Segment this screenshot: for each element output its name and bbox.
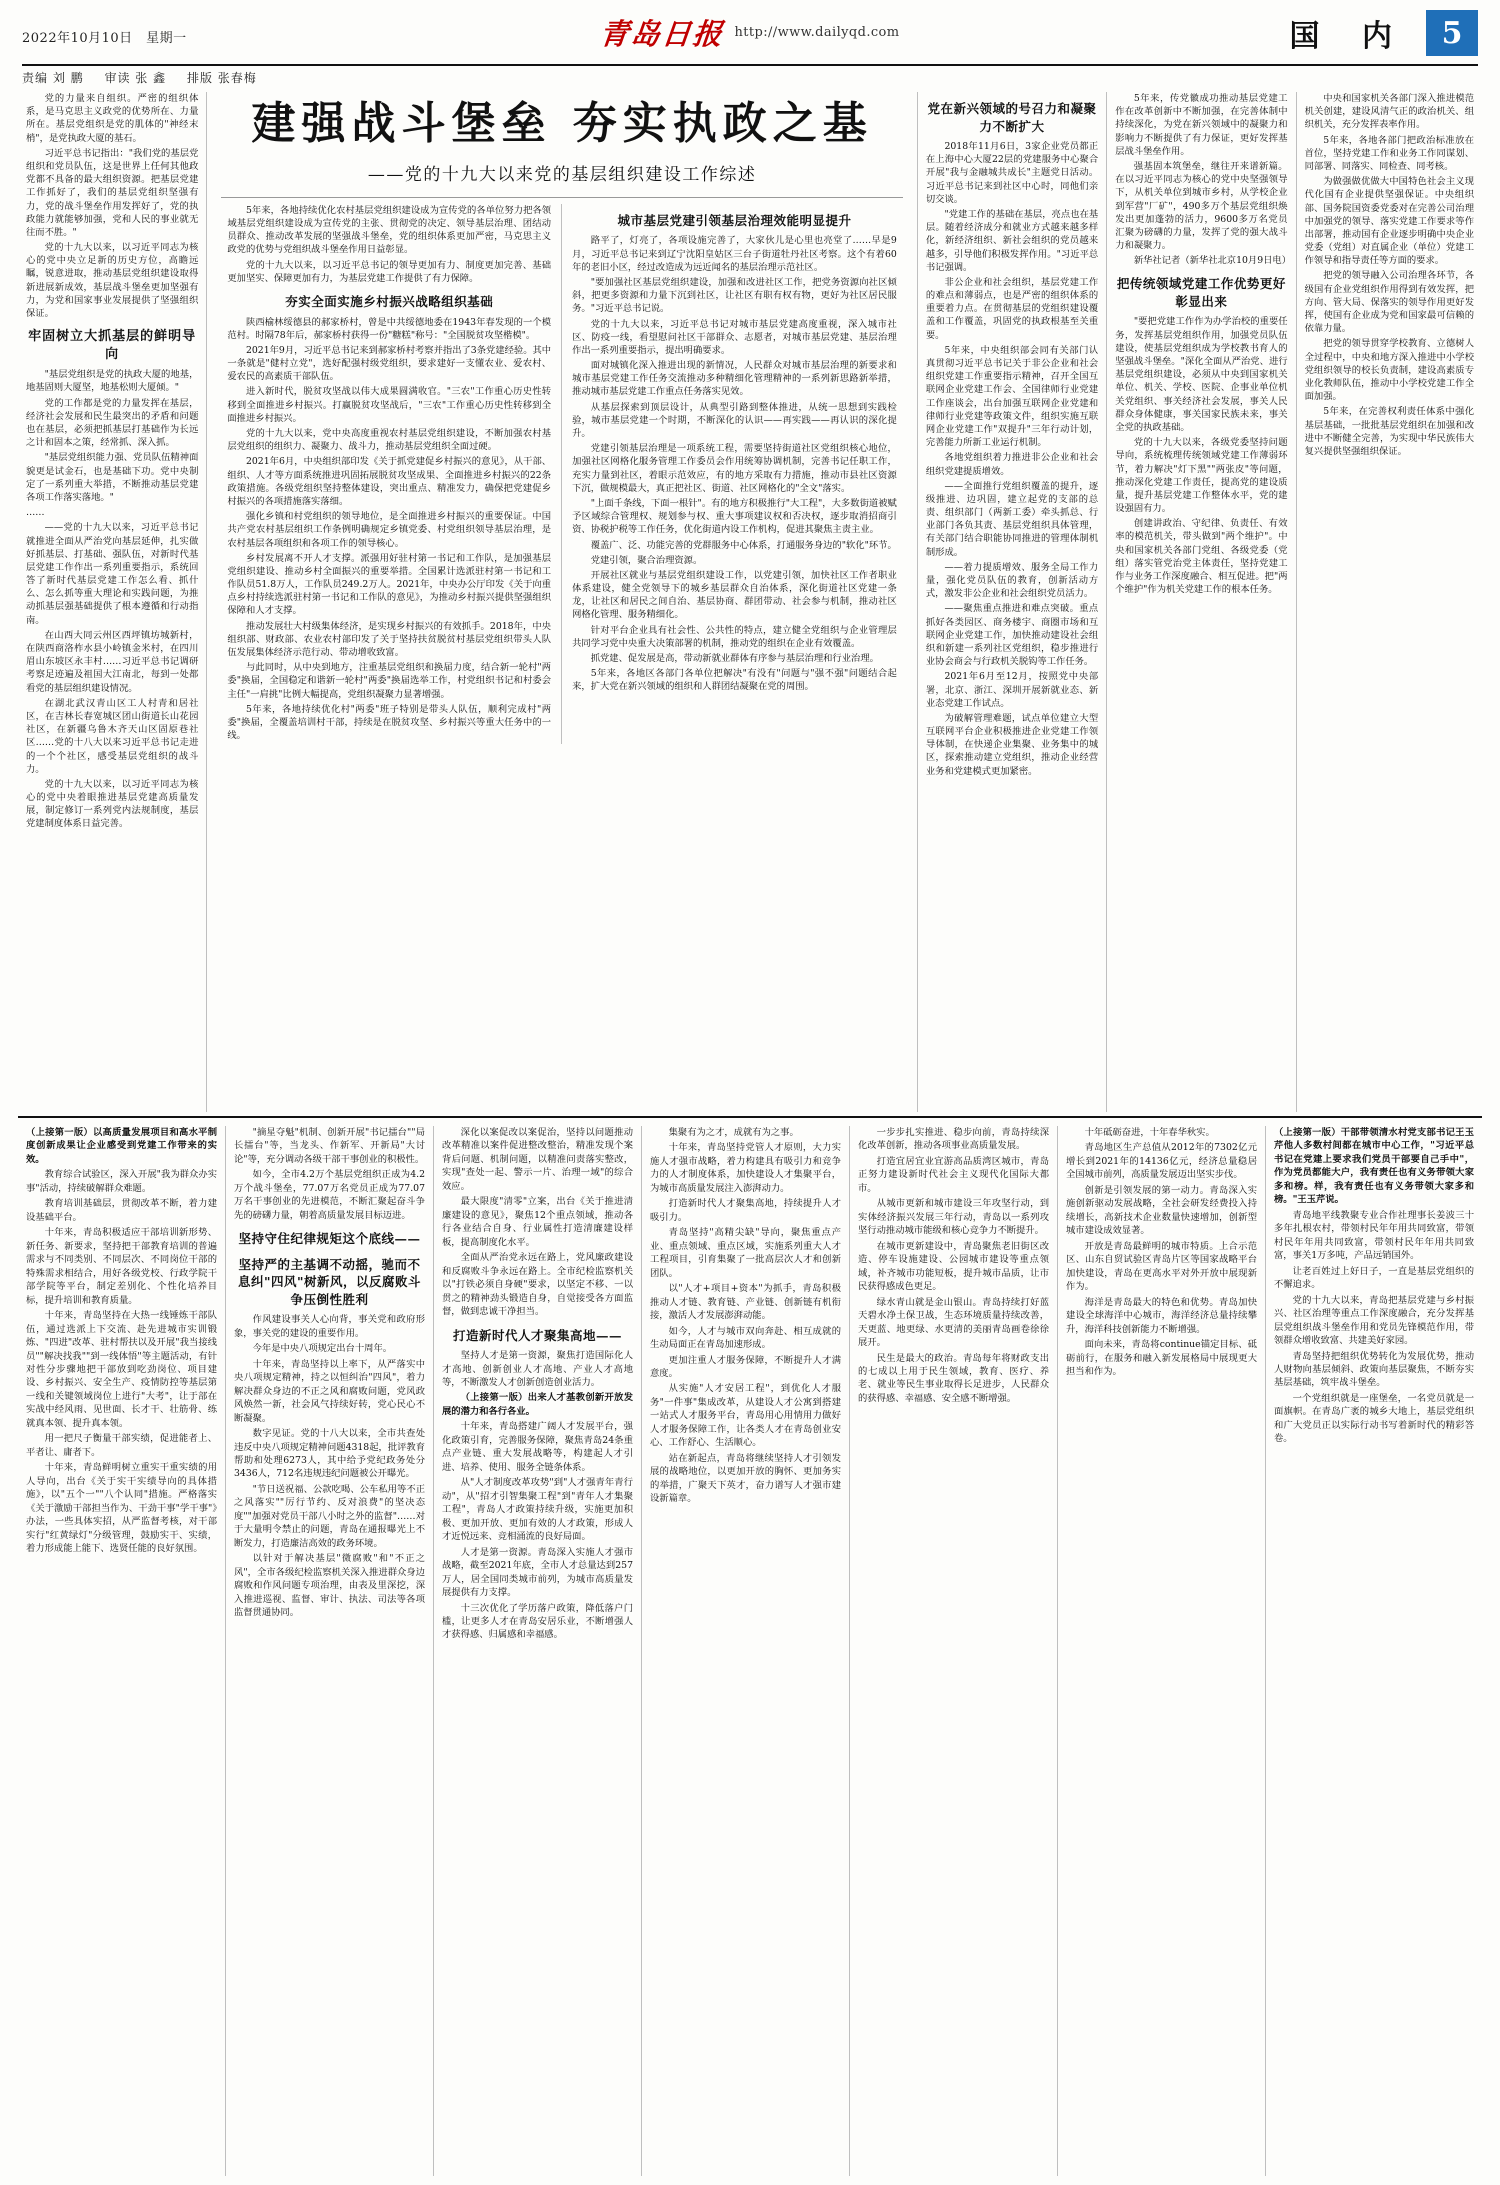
paragraph: 站在新起点，青岛将继续坚持人才引领发展的战略地位，以更加开放的胸怀、更加务实的举措，广聚天下英才，奋力谱写人才强市建设新篇章。 [650, 1452, 841, 1505]
paragraph: "要把党建工作作为办学治校的重要任务，发挥基层党组织作用，加强党员队伍建设，使基层党组织成为学校教书育人的坚强战斗堡垒。"深化全面从严治党、进行基层党组织建设，必须从中央到国家机关单位、机关、学校、医院、企事业单位机关党组织、事关经济社会发展，事关人民群众身体健康，事关国家民族未来，事关全党的执政基础。 [1115, 316, 1288, 433]
bottom-column-5 [850, 1126, 1058, 2176]
paragraph: 路平了，灯亮了，各项设施完善了，大家伙儿是心里也亮堂了……早是9月，习近平总书记来到辽宁沈阳皇姑区三台子街道牡丹社区考察。这个有着60年的老旧小区，经过改造成为远近闻名的基层治理示范社区。 [572, 235, 897, 273]
section-subheading: 坚持严的主基调不动摇，驰而不息纠"四风"树新风，以反腐败斗争压倒性胜利 [237, 1256, 422, 1307]
continuation-note: （上接第一版）以高质量发展项目和高水平制度创新成果让企业感受到党建工作带来的实效。 [26, 1127, 217, 1165]
paragraph: 坚持人才是第一资源，聚焦打造国际化人才高地、创新创业人才高地、产业人才高地等，不断激发人才创新创造创业活力。 [442, 1350, 633, 1388]
section-heading: 夯实全面实施乡村振兴战略组织基础 [285, 294, 494, 310]
paragraph: 如今，人才与城市双向奔赴、相互成就的生动局面正在青岛加速形成。 [650, 1325, 841, 1351]
bottom-section [18, 1126, 1482, 2176]
paragraph: 一步步扎实推进、稳步向前，青岛持续深化改革创新，推动各项事业高质量发展。 [858, 1127, 1049, 1152]
bottom-column-6 [1058, 1126, 1266, 2176]
paragraph: 为破解管理难题，试点单位建立大型互联网平台企业积极推进企业党建工作领导体制，在快递企业集聚、业务集中的城区，探索推动建立党组织，推动企业经营业务和党建模式更加紧密。 [925, 712, 1099, 777]
paragraph: 十三次优化了学历落户政策，降低落户门槛，让更多人才在青岛安居乐业，不断增强人才获得感、归属感和幸福感。 [442, 1602, 633, 1641]
paragraph: 从城市更新和城市建设三年攻坚行动，到实体经济振兴发展三年行动，青岛以一系列攻坚行动推动城市能级和核心竞争力不断提升。 [858, 1198, 1049, 1237]
paragraph: 十年砥砺奋进，十年春华秋实。 [1084, 1127, 1215, 1138]
masthead-right [1290, 10, 1478, 56]
paragraph: 海洋是青岛最大的特色和优势。青岛加快建设全球海洋中心城市，海洋经济总量持续攀升，海洋科技创新能力不断增强。 [1066, 1296, 1257, 1335]
paragraph: 从实施"人才安居工程"，到优化人才服务"一件事"集成改革，从建设人才公寓到搭建一站式人才服务平台，青岛用心用情用力做好人才服务保障工作，让各类人才在青岛创业安心、工作舒心、生活顺心。 [650, 1383, 841, 1449]
paragraph: 面对城镇化深入推进出现的新情况，人民群众对城市基层治理的新要求和城市基层党建工作任务交流推动多种精细化管理精神的一系列新思路新举措，推动城市基层党建工作重点任务落实见效。 [572, 360, 897, 398]
paragraph: 以针对于解决基层"微腐败"和"不正之风"，全市各级纪检监察机关深入推进群众身边腐败和作风问题专项治理，由表及里深挖，深入推进巡视、监督、审计、执法、司法等各项监督贯通协同。 [234, 1553, 425, 1619]
paragraph: 十年来，青岛鲜明树立重实干重实绩的用人导向，出台《关于实干实绩导向的具体措施》，以"五个一""八个认同"措施。严格落实《关于激励干部担当作为、干劲干事"学干事"》办法，一些具体实招，从严监督考核，对干部实行"红黄绿灯"分级管理，鼓励实干、实绩，着力形成能上能下、选贤任能的良好氛围。 [26, 1462, 217, 1555]
paragraph: 5年来，各地持续优化村"两委"班子特别是带头人队伍，顺利完成村"两委"换届，全覆盖培训村干部，持续是在脱贫攻坚、乡村振兴等重大任务中的一线。 [227, 703, 552, 742]
paragraph: 党的十九大以来，青岛把基层党建与乡村振兴、社区治理等重点工作深度融合，充分发挥基层党组织战斗堡垒作用和党员先锋模范作用，带领群众增收致富、共建美好家园。 [1274, 1294, 1474, 1347]
paragraph: 青岛坚持把组织优势转化为发展优势，推动人财物向基层倾斜、政策向基层聚焦，不断夯实基层基础，筑牢战斗堡垒。 [1274, 1350, 1474, 1389]
headline-divider [221, 197, 902, 198]
section-heading: 坚持守住纪律规矩这个底线—— [238, 1231, 421, 1247]
section-heading: 牢固树立大抓基层的鲜明导向 [28, 329, 197, 362]
paragraph: 党的十九大以来，党中央高度重视农村基层党组织建设，不断加强农村基层党组织的组织力、凝聚力、战斗力，推动基层党组织全面过硬。 [227, 428, 552, 453]
masthead-credits [22, 69, 1478, 86]
page-subtitle: ——党的十九大以来党的基层组织建设工作综述 [367, 164, 757, 185]
bottom-column-4 [642, 1126, 850, 2176]
paragraph: 全面从严治党永远在路上，党风廉政建设和反腐败斗争永远在路上。全市纪检监察机关以"打铁必须自身硬"要求，以坚定不移、一以贯之的精神劲头锻造自身，自觉接受各方面监督，做到忠诚干净担当。 [442, 1252, 633, 1318]
paragraph: 抓党建、促发展是高，带动新就业群体有序参与基层治理和行业治理。 [590, 653, 879, 665]
paragraph: 5年来，中央组织部会同有关部门认真贯彻习近平总书记关于非公企业和社会组织党建工作重要指示精神，召开全国互联网企业党建工作会、全国律师行业党建工作座谈会，出台加强互联网企业党建和律师行业党建等政策文件，组织实施互联网企业党建工作"双提升"三年行动计划，完善能力所新工业运行机制。 [925, 344, 1099, 449]
paragraph: 集聚有为之才，成就有为之事。 [668, 1127, 799, 1138]
paragraph: 从基层探索到顶层设计，从典型引路到整体推进，从统一思想到实践检验，城市基层党建一个时期，不断深化的认识——再实践——再认识的深化提升。 [572, 401, 897, 440]
article-column-3 [562, 204, 907, 744]
paragraph: 新华社记者（新华社北京10月9日电） [1133, 255, 1292, 267]
paragraph: 覆盖广、泛、功能完善的党群服务中心体系，打通服务身边的"软化"环节。 [590, 539, 897, 551]
bottom-column-3 [434, 1126, 642, 2176]
section-heading: 打造新时代人才聚集高地—— [452, 1327, 622, 1343]
paragraph: 非公企业和社会组织，基层党建工作的难点和薄弱点，也是严密的组织体系的重要着力点。在贯彻基层的党组织建设覆盖和工作覆盖，巩固党的执政根基至关重要。 [925, 276, 1099, 341]
paragraph: 打造新时代人才聚集高地，持续提升人才吸引力。 [650, 1198, 841, 1223]
paragraph: 数字见证。党的十八大以来，全市共查处违反中央八项规定精神问题4318起，批评教育帮助和处理6273人，其中给予党纪政务处分3436人，712名违规违纪问题被公开曝光。 [234, 1428, 426, 1480]
paragraph: 开放是青岛最鲜明的城市特质。上合示范区、山东自贸试验区青岛片区等国家战略平台加快建设，青岛在更高水平对外开放中展现新作为。 [1066, 1240, 1257, 1293]
paragraph: 2021年6月至12月，按照党中央部署，北京、浙江、深圳开展新就业态、新业态党建工作试点。 [925, 671, 1099, 709]
paragraph: 把党的领导贯穿学校教育、立德树人全过程中，中央和地方深入推进中小学校党组织领导的校长负责制，建设高素质专业化教师队伍，推动中小学校党建工作全面加强。 [1304, 338, 1475, 403]
paragraph: 党的十九大以来，以习近平同志为核心的党中央着眼推进基层党建高质量发展，制定修订一系列党内法规制度，基层党建制度体系日益完善。 [26, 778, 199, 830]
paragraph: 党的十九大以来，以习近平同志为核心的党中央立足新的历史方位，高瞻远瞩，锐意进取，推动基层党组织建设取得新进展新成效，基层战斗堡垒更加坚强有力，为党和国家事业发展提供了坚强组织保证。 [26, 242, 199, 319]
paragraph: 推动发展壮大村级集体经济，是实现乡村振兴的有效抓手。2018年，中央组织部、财政部、农业农村部印发了关于坚持扶贫脱贫村基层党组织带头人队伍发展集体经济示范行动、带动增收致富。 [227, 620, 552, 659]
paragraph: 青岛地平线教聚专业合作社理事长姜波三十多年扎根农村，带领村民年年用共同致富，带领村民年年用共同致富，带领村民年年用共同致富，事关1万多吨，产品远销国外。 [1274, 1209, 1474, 1262]
section-heading: 党在新兴领域的号召力和凝聚力不断扩大 [927, 101, 1097, 134]
paragraph: 以"人才+项目+资本"为抓手，青岛积极推动人才链、教育链、产业链、创新链有机衔接，激活人才发展澎湃动能。 [650, 1283, 841, 1322]
paragraph: "摘星夺魁"机制、创新开展"书记擂台""局长擂台"等，当龙头、作新军、开新局"大讨论"等，充分调动各级干部干事创业的积极性。 [234, 1127, 425, 1165]
section-heading: 把传统领域党建工作优势更好彰显出来 [1116, 276, 1286, 309]
paragraph: 民生是最大的政治。青岛每年将财政支出的七成以上用于民生领域，教育、医疗、养老、就业等民生事业取得长足进步，人民群众的获得感、幸福感、安全感不断增强。 [858, 1352, 1049, 1404]
paragraph: "基层党组织是党的执政大厦的地基，地基固则大厦坚，地基松则大厦倾。" [26, 369, 199, 394]
paragraph: 十年来，青岛积极适应干部培训新形势、新任务、新要求，坚持把干部教育培训的普遍需求与不同类别、不同层次、不同岗位干部的特殊需求相结合，用好各级党校、行政学院干部学院等平台，制定差别化、个性化培养目标，提升培训和教育质量。 [26, 1227, 217, 1306]
paragraph: 如今，全市4.2万个基层党组织正成为4.2万个战斗堡垒，77.07万名党员正成为77.07万名干事创业的先进模范，不断汇聚起奋斗争先的磅礴力量，朝着高质量发展目标迈进。 [234, 1169, 425, 1221]
credit-editor: 责编 刘 鹏 [22, 71, 84, 85]
paragraph: 陕西榆林绥德县的郝家桥村，曾是中共绥德地委在1943年春发现的一个模范村。时隔78年后，郝家桥村获得一份"糖糕"称号："全国脱贫攻坚楷模"。 [227, 316, 552, 341]
paragraph: 党的十九大以来，各级党委坚持问题导向，系统梳理传统领域党建工作薄弱环节，着力解决"灯下黑""两张皮"等问题，推动深化党建工作责任，提高党的建设质量，提升基层党建工作整体水平，党的建设强固有力。 [1115, 437, 1288, 515]
article-column-6 [1297, 92, 1482, 1112]
paper-url: http://www.dailyqd.com [734, 25, 900, 40]
paragraph: 创建讲政治、守纪律、负责任、有效率的模范机关，带头做到"两个维护"。中央和国家机关各部门党组、各级党委（党组）落实管党治党主体责任，坚持党建工作与业务工作深度融合、相互促进。把"两个维护"作为机关党建工作的根本任务。 [1115, 518, 1288, 596]
section-heading: 城市基层党建引领基层治理效能明显提升 [617, 212, 852, 228]
paragraph: 党的力量来自组织。严密的组织体系，是马克思主义政党的优势所在、力量所在。基层党组织是党的肌体的"神经末梢"，是党执政大厦的基石。 [26, 93, 199, 144]
paragraph: "要加强社区基层党组织建设，加强和改进社区工作，把党务资源向社区倾斜，把更多资源和力量下沉到社区，让社区有职有权有物，更好为社区居民服务。"习近平总书记说。 [572, 276, 897, 315]
paragraph: ——聚焦重点推进和难点突破。重点抓好各类园区、商务楼宇、商圈市场和互联网企业党建工作，加快推动建设社会组织和新建一系列社区党组织，稳步推进行业协会商会与行政机关脱钩等工作任务。 [925, 603, 1099, 668]
paragraph: 党建引领基层治理是一项系统工程，需要坚持街道社区党组织核心地位，加强社区网格化服务管理工作委员会作用统筹协调机制，完善书记任职工作，充实力量到社区，着眼示范效应，有的地方采取有力措施，推动市县社区资源下沉，做规模最大，真正把社区、街道、社区网格化的"全文"落实。 [572, 443, 897, 494]
section-title: 国 内 [1289, 19, 1408, 54]
paragraph: "节日送祝福、公款吃喝、公车私用等不正之风落实""厉行节约、反对浪费"的坚决态度""加强对党员干部八小时之外的监督"……对于大量明令禁止的问题，青岛在通报曝光上不断发力，打造廉洁高效的政务环境。 [234, 1483, 425, 1549]
bottom-divider [18, 1116, 1482, 1118]
paragraph: 5年来，各地区各部门各单位把解决"有没有"问题与"强不强"问题结合起来，扩大党在新兴领域的组织和人群团结凝聚在党的周围。 [572, 668, 897, 693]
paragraph: 让老百姓过上好日子，一直是基层党组织的不懈追求。 [1274, 1265, 1474, 1291]
paragraph: 5年来，在完善权利责任体系中强化基层基础，一批批基层党组织在加强和改进中不断健全完善，为实现中华民族伟大复兴提供坚强组织保证。 [1304, 406, 1475, 457]
paragraph: 一个党组织就是一座堡垒，一名党员就是一面旗帜。在青岛广袤的城乡大地上，基层党组织和广大党员正以实际行动书写着新时代的精彩答卷。 [1274, 1392, 1474, 1445]
paragraph: 作风建设事关人心向背，事关党和政府形象，事关党的建设的重要作用。 [234, 1314, 425, 1339]
paper-logo: 青岛日报 [598, 17, 727, 51]
paragraph: 用一把尺子衡量干部实绩，促进能者上、平者让、庸者下。 [26, 1433, 217, 1458]
headline-block [217, 92, 906, 189]
masthead-center [22, 12, 1478, 53]
paragraph: 深化以案促改以案促治，坚持以问题推动改革精准以案件促进整改整治，精准发现个案背后问题、机制问题，以精准问责落实整改，实现"查处一起、警示一片、治理一域"的综合效应。 [442, 1127, 633, 1192]
paragraph: 2021年6月，中央组织部印发《关于抓党建促乡村振兴的意见》，从干部、组织、人才等方面系统推进巩固拓展脱贫攻坚成果、全面推进乡村振兴的22条政策措施。各级党组织坚持整体建设，突出重点、精准发力，确保把党建促乡村振兴的各项措施落实落细。 [227, 456, 552, 507]
credit-reviewer: 审读 张 鑫 [104, 71, 167, 85]
paragraph: 2018年11月6日，3家企业党员都正在上海中心大厦22层的党建服务中心聚合开展"我与金融城共成长"主题党日活动。习近平总书记来到社区中心时，同他们亲切交谈。 [925, 141, 1099, 205]
bottom-column-2 [226, 1126, 434, 2176]
paragraph: "基层党组织能力强、党员队伍精神面貌更是试金石，也是基础下功。党中央制定了一系列重大举措，不断推动基层党建各项工作落实落地。" [26, 452, 199, 503]
article-column-5 [1107, 92, 1296, 1112]
paragraph: 十年来，青岛搭建广阔人才发展平台，强化政策引育，完善服务保障，聚焦青岛24条重点产业链、重大发展战略等，构建起人才引进、培养、使用、服务全链条体系。 [442, 1421, 633, 1473]
paragraph: 强基固本筑堡垒，继往开来谱新篇。在以习近平同志为核心的党中央坚强领导下，从机关单位到城市乡村，从学校企业到军营"厂矿"，490多万个基层党组织焕发出更加蓬勃的活力，9600多万名党员汇聚为磅礴的力量，发挥了党的强大战斗力和凝聚力。 [1115, 160, 1288, 252]
paragraph: 青岛坚持"高精尖缺"导向，聚焦重点产业、重点领域、重点区域，实施系列重大人才工程项目，引育集聚了一批高层次人才和创新团队。 [650, 1227, 841, 1279]
paragraph: 从"人才制度改革攻势"到"人才强青年青行动"，从"招才引智集聚工程"到"青年人才集聚工程"，青岛人才政策持续升级，实施更加积极、更加开放、更加有效的人才政策，形成人才近悦远来、竞相涌流的良好局面。 [442, 1477, 633, 1543]
paragraph: 在城市更新建设中，青岛聚焦老旧街区改造、停车设施建设、公园城市建设等重点领域，补齐城市功能短板，提升城市品质，让市民获得感成色更足。 [858, 1240, 1049, 1293]
paragraph: 中央和国家机关各部门深入推进模范机关创建，建设风清气正的政治机关、组织机关，充分发挥表率作用。 [1304, 93, 1475, 131]
paragraph: 与此同时，从中央到地方，注重基层党组织和换届力度，结合新一轮村"两委"换届，全国稳定和谐新一轮村"两委"换届选举工作，村党组织书记和村委会主任"一肩挑"比例大幅提高，党组织凝聚力显著增强。 [227, 662, 552, 700]
paragraph: 习近平总书记指出："我们党的基层党组织和党员队伍，这是世界上任何其他政党都不具备的最大组织资源。把基层党建工作抓好了，我们的基层党组织坚强有力，党的战斗堡垒作用发挥好了，党的执政能力就能够加强，党和人民的事业就无往而不胜。" [26, 147, 199, 238]
paragraph: 开展社区就业与基层党组织建设工作，以党建引领，加快社区工作者职业体系建设，健全党领导下的城乡基层群众自治体系，深化街道社区党建一条龙，让社区和居民之间自治、基层协商、群团带动、社会参与机制，推动社区网格化管理、服务精细化。 [572, 569, 897, 621]
paragraph: 人才是第一资源。青岛深入实施人才强市战略，截至2021年底，全市人才总量达到257万人，居全国同类城市前列，为城市高质量发展提供有力支撑。 [442, 1546, 633, 1599]
paragraph: 面向未来，青岛将continue锚定目标、砥砺前行，在服务和融入新发展格局中展现更大担当和作为。 [1066, 1339, 1257, 1377]
paragraph: 5年来，各地各部门把政治标准放在首位，坚持党建工作和业务工作同谋划、同部署、同落实、同检查、同考核。 [1304, 134, 1475, 172]
paragraph: 各地党组织着力推进非公企业和社会组织党建提质增效。 [925, 452, 1099, 477]
paragraph: 党建引领，聚合治理资源。 [590, 554, 703, 566]
paragraph: 为做强做优做大中国特色社会主义现代化国有企业提供坚强保证。中央组织部、国务院国资委党委对在完善公司治理中加强党的领导、落实党建工作要求等作出部署，推动国有企业逐步明确中央企业党委（党组）对直属企业（单位）党建工作领导和指导责任等方面的要求。 [1304, 176, 1475, 267]
paragraph: 党的十九大以来，习近平总书记对城市基层党建高度重视，深入城市社区、防疫一线，看望慰问社区干部群众、志愿者，对城市基层党建、基层治理作出一系列重要指示，提出明确要求。 [572, 318, 897, 356]
masthead-divider [22, 64, 1478, 66]
article-column-2 [217, 204, 562, 744]
bottom-column-1 [18, 1126, 226, 2176]
paragraph: 强化乡镇和村党组织的领导地位，是全面推进乡村振兴的重要保证。中国共产党农村基层组织工作条例明确规定乡镇党委、村党组织领导基层治理，是农村基层各项组织和各项工作的领导核心。 [227, 511, 552, 549]
newspaper-page [0, 10, 1500, 2185]
paragraph: 十年来，青岛坚持在大热一线锤炼干部队伍，通过选派上下交流、赴先进城市实训锻炼、"四进"改革、驻村帮扶以及开展"我当接线员""解决找我""到一线体悟"等主题活动，有针对性分步骤地把干部放到吃劲岗位、项目建设、乡村振兴、安全生产、疫情防控等基层第一线和关键领域岗位上进行"大考"，让于部在实战中经风雨、见世面、长才干、壮筋骨、练就真本领、提升真本领。 [26, 1310, 217, 1429]
paragraph: 教育综合试验区，深入开展"我为群众办实事"活动，持续破解群众难题。 [26, 1169, 217, 1194]
paragraph: 5年来，各地持续优化农村基层党组织建设成为宣传党的各单位努力把各领域基层党组织建设成为宣传党的主张、贯彻党的决定、领导基层治理、团结动员群众、推动改革发展的坚强战斗堡垒，党的组织体系更加严密，马克思主义政党的优势与党组织战斗堡垒作用日益彰显。 [227, 204, 552, 256]
article-column-1 [18, 92, 207, 1112]
paragraph: 今年是中央八项规定出台十周年。 [252, 1343, 393, 1355]
credit-layout: 排版 张春梅 [186, 71, 257, 85]
paragraph: ——全面推行党组织覆盖的提升，逐级推进、边巩固，建立起党的支部的总责、组织部门（两新工委）牵头抓总、行业部门各负其责、基层党组织具体管理，有关部门结合职能协同推进的管理体制机制形成。 [925, 480, 1099, 558]
paragraph: 党的工作都是党的力量发挥在基层，经济社会发展和民生最突出的矛盾和问题也在基层，必须把抓基层打基础作为长远之计和固本之策，经常抓、深入抓。 [26, 397, 199, 449]
paragraph: "党建工作的基础在基层，亮点也在基层。随着经济成分和就业方式越来越多样化，新经济组织、新社会组织的党员越来越多，引导他们积极发挥作用。"习近平总书记强调。 [925, 208, 1099, 273]
paragraph: 党的十九大以来，以习近平总书记的领导更加有力、制度更加完善、基础更加坚实、保障更加有力，为基层党建工作提供了有力保障。 [227, 259, 552, 284]
article-column-4 [918, 92, 1107, 1112]
feature-columns [217, 204, 906, 744]
publication-date: 2022年10月10日 星期一 [22, 30, 187, 46]
paragraph: …… [26, 507, 45, 519]
paragraph: 更加注重人才服务保障，不断提升人才满意度。 [650, 1354, 841, 1379]
paragraph: 在山西大同云州区西坪镇坊城新村，在陕西商洛柞水县小岭镇金米村，在四川眉山东坡区永丰村……习近平总书记调研考察足迹遍及祖国大江南北，每到一处都看党的基层组织建设情况。 [26, 629, 199, 694]
paragraph: 十年来，青岛坚持以上率下，从严落实中央八项规定精神，持之以恒纠治"四风"，着力解决群众身边的不正之风和腐败问题，党风政风焕然一新，社会风气持续好转，党心民心不断凝聚。 [234, 1358, 425, 1424]
paragraph: 创新是引领发展的第一动力。青岛深入实施创新驱动发展战略，全社会研发经费投入持续增长，高新技术企业数量快速增加，创新型城市建设成效显著。 [1066, 1184, 1257, 1237]
continuation-note: （上接第一版）出来人才基教创新开放发展的潜力和各行各业。 [442, 1392, 633, 1417]
paragraph: 把党的领导融入公司治理各环节，各级国有企业党组织作用得到有效发挥，把方向、管大局、保落实的领导作用更好发挥，使国有企业成为党和国家最可信赖的依靠力量。 [1304, 270, 1475, 335]
main-body [18, 92, 1482, 1112]
page-title: 建强战斗堡垒 夯实执政之基 [251, 98, 873, 149]
paragraph: 打造宜居宜业宜游高品质湾区城市，青岛正努力建设新时代社会主义现代化国际大都市。 [858, 1155, 1049, 1194]
paragraph: 乡村发展离不开人才支撑。派强用好驻村第一书记和工作队，是加强基层党组织建设、推动乡村全面振兴的重要举措。全国累计选派驻村第一书记和工作队员51.8万人，工作队员249.2万人。2021年，中央办公厅印发《关于向重点乡村持续选派驻村第一书记和工作队的意见》，为推动乡村振兴提供坚强组织保障和人才支撑。 [227, 552, 552, 617]
page-number: 5 [1426, 10, 1478, 56]
paragraph: 针对平台企业具有社会性、公共性的特点，建立健全党组织与企业管理层共同学习党中央重大决策部署的机制，推动党的组织在企业有效覆盖。 [572, 624, 897, 649]
paragraph: ——着力提质增效、服务全局工作力量，强化党员队伍的教育，创新活动方式，激发非公企业和社会组织党员活力。 [925, 561, 1099, 600]
bottom-column-7 [1266, 1126, 1482, 2176]
paragraph: 2021年9月，习近平总书记来到郝家桥村考察并指出了3条党建经验。其中一条就是"健村立党"，选好配强村级党组织，要求建好一支懂农业、爱农村、爱农民的高素质干部队伍。 [227, 344, 552, 383]
paragraph: "上面千条线，下面一根针"。有的地方积极推行"大工程"，大多数街道被赋予区域综合管理权、规划参与权、重大事项建议权和否决权，逐步取消招商引资、协税护税等工作任务，优化街道内设工作机构，促进其聚焦主责主业。 [572, 497, 897, 536]
paragraph: 绿水青山就是金山银山。青岛持续打好蓝天碧水净土保卫战，生态环境质量持续改善，天更蓝、地更绿、水更清的美丽青岛画卷徐徐展开。 [858, 1296, 1049, 1349]
masthead [22, 10, 1478, 62]
paragraph: ——党的十九大以来，习近平总书记就推进全面从严治党向基层延伸，扎实做好抓基层、打基础、强队伍，对新时代基层党建工作作出一系列重要指示，系统回答了新时代基层党建工作怎么看、抓什么、怎么抓等重大理论和实践问题，为推动抓基层强基础提供了根本遵循和行动指南。 [26, 522, 199, 626]
paragraph: 最大限度"清零"立案，出台《关于推进清廉建设的意见》，聚焦12个重点领域，推动各行各业结合自身、行业属性打造清廉建设样板，提高制度化水平。 [442, 1196, 633, 1248]
paragraph: 在湖北武汉青山区工人村青和居社区，在吉林长春宽城区团山街道长山花园社区，在新疆乌鲁木齐天山区固原巷社区……党的十八大以来习近平总书记走进的一个个社区，感受基层党组织的战斗力。 [26, 697, 199, 775]
paragraph: 5年来，传党徽成功推动基层党建工作在改革创新中不断加强，在完善体制中持续深化，为党在新兴领域中的凝聚力和影响力不断提供了有力保证，更好发挥基层战斗堡垒作用。 [1115, 93, 1288, 157]
paragraph: 青岛地区生产总值从2012年的7302亿元增长到2021年的14136亿元，经济总量稳居全国城市前列，高质量发展迈出坚实步伐。 [1066, 1142, 1257, 1181]
paragraph: 进入新时代，脱贫攻坚战以伟大成果圆满收官。"三农"工作重心历史性转移到全面推进乡村振兴。打赢脱贫攻坚战后，"三农"工作重心历史性转移到全面推进乡村振兴。 [227, 386, 552, 424]
paragraph: 十年来，青岛坚持党管人才原则，大力实施人才强市战略，着力构建具有吸引力和竞争力的人才制度体系，加快建设人才集聚平台，为城市高质量发展注入澎湃动力。 [650, 1142, 841, 1194]
continuation-note: （上接第一版）干部带领清水村党支部书记王玉芹他人多数村间都在城市中心工作，"习近平总书记在党建上要求我们党员干部要自己手中"，作为党员都能大户，我有责任也有义务带领大家多和榜。样，我有责任也有义务带领大家多和榜。"王玉芹说。 [1274, 1127, 1474, 1206]
feature-article [207, 92, 917, 1112]
paragraph: 教育培训基础层，贯彻改革不断，着力建设基础平台。 [26, 1198, 217, 1223]
